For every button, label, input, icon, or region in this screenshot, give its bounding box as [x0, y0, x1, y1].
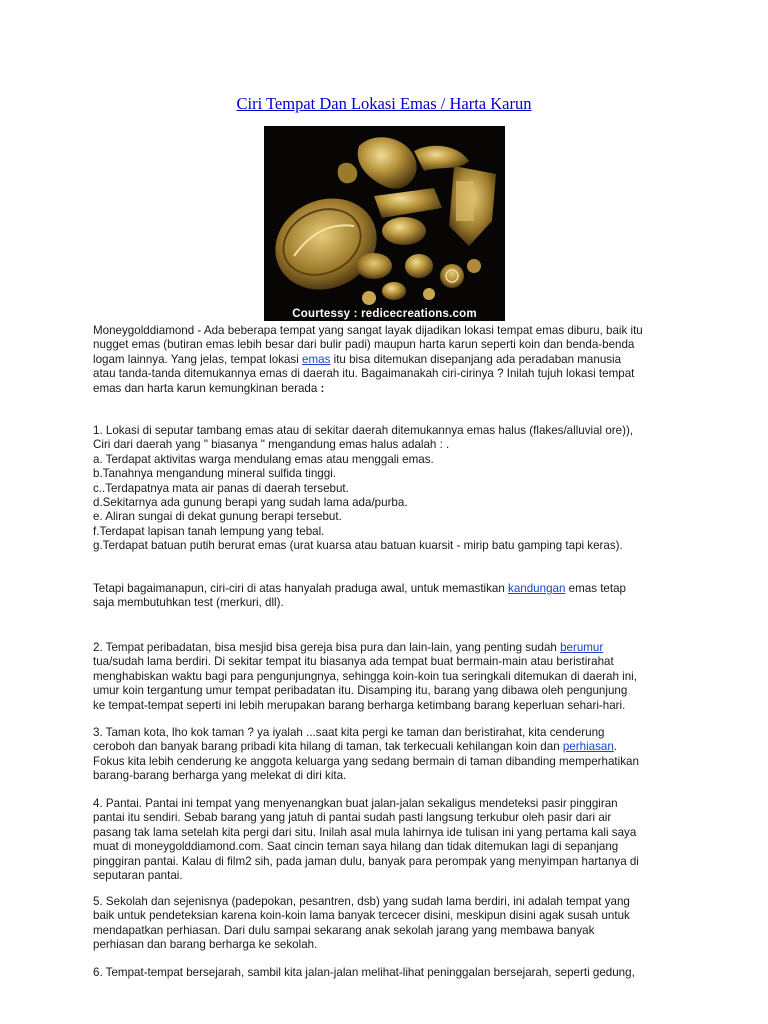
section-1-line: b.Tanahnya mengandung mineral sulfida tinggi.	[93, 467, 336, 481]
section-5-line: mendapatkan perhiasan. Dari dulu sampai sekarang anak sekolah jarang yang membawa banyak	[93, 923, 595, 937]
section-5-line: 5. Sekolah dan sejenisnya (padepokan, pesantren, dsb) yang sudah lama berdiri, ini adalah tempat yang	[93, 895, 630, 908]
section-1-line: e. Aliran sungai di dekat gunung berapi tersebut.	[93, 510, 342, 524]
section-4-line: pinggiran pantai. Kalau di film2 sih, pada jaman dulu, banyak para perompak yang menyimpan hartanya di	[93, 854, 639, 868]
section-4-line: pasang tak lama setelah kita pergi dari situ. Inilah asal mula lahirnya ide tulisan ini yang pertama kali saya	[93, 825, 637, 839]
section-4-line: muat di moneygolddiamond.com. Saat cincin teman saya hilang dan tidak ditemukan lagi di sepanjang	[93, 840, 619, 854]
gold-artifacts-illustration	[264, 126, 505, 321]
page-title	[0, 94, 768, 114]
section-4-line: 4. Pantai. Pantai ini tempat yang menyenangkan buat jalan-jalan sekaligus mendeteksi pasir pinggiran	[93, 797, 618, 810]
link-emas[interactable]: emas	[302, 352, 331, 366]
section-3-line: ceroboh dan banyak barang pribadi kita hilang di taman, tak terkecuali kehilangan koin dan perhiasan.	[93, 740, 618, 754]
section-6-line: 6. Tempat-tempat bersejarah, sambil kita jalan-jalan melihat-lihat peninggalan bersejarah, seperti gedung,	[93, 966, 635, 979]
intro-line: Moneygolddiamond - Ada beberapa tempat yang sangat layak dijadikan lokasi tempat emas diburu, baik itu	[93, 324, 643, 337]
intro-line: nugget emas (butiran emas lebih besar dari bulir padi) maupun harta karun seperti koin dan benda-benda	[93, 338, 635, 352]
note-line: saja membutuhkan test (merkuri, dll).	[93, 596, 284, 610]
section-2-line: ke tempat-tempat seperti ini lebih merupakan barang berharga ketimbang barang keperluan sehari-hari.	[93, 698, 626, 712]
section-2-line: menghabiskan waktu bagi para pengunjungnya, sehingga koin-koin tua seringkali ditemukan di daerah ini,	[93, 669, 637, 683]
section-1-line: f.Terdapat lapisan tanah lempung yang tebal.	[93, 524, 325, 538]
section-1-line: Ciri dari daerah yang " biasanya " mengandung emas halus adalah : .	[93, 438, 450, 452]
note-paragraph	[93, 582, 693, 611]
section-2-line: umur koin tergantung umur tempat peribadatan itu. Disamping itu, barang yang dibawa oleh pengunjung	[93, 684, 628, 698]
note-line: Tetapi bagaimanapun, ciri-ciri di atas hanyalah praduga awal, untuk memastikan kandungan emas tetap	[93, 582, 627, 595]
section-1	[93, 424, 693, 554]
section-3-line: Fokus kita lebih cenderung ke anggota keluarga yang sedang bermain di taman dibanding memperhatikan	[93, 754, 639, 768]
section-2	[93, 641, 693, 713]
section-5-line: baik untuk pendeteksian karena koin-koin lama banyak tercecer disini, meskipun disini agak susah untuk	[93, 909, 630, 923]
intro-line: atau tanda-tanda ditemukannya emas di daerah itu. Bagaimanakah ciri-cirinya ? Inilah tujuh lokasi tempat	[93, 367, 635, 381]
intro-line: logam lainnya. Yang jelas, tempat lokasi emas itu bisa ditemukan disepanjang ada peradaban manusia	[93, 352, 622, 366]
section-1-line: g.Terdapat batuan putih berurat emas (urat kuarsa atau batuan kuarsit - mirip batu gamping tapi keras).	[93, 539, 623, 553]
section-3-line: 3. Taman kota, lho kok taman ? ya iyalah ...saat kita pergi ke taman dan beristirahat, kita cenderung	[93, 726, 605, 739]
link-berumur[interactable]: berumur	[560, 641, 604, 654]
section-6	[93, 966, 693, 980]
section-1-line: d.Sekitarnya ada gunung berapi yang sudah lama ada/purba.	[93, 496, 408, 510]
section-5	[93, 895, 693, 953]
section-4-line: pantai itu sendiri. Sebab barang yang jatuh di pantai sudah pasti langsung terkubur oleh pasir dari air	[93, 811, 612, 825]
section-4	[93, 797, 693, 883]
section-4-line: seputaran pantai.	[93, 869, 183, 883]
section-5-line: perhiasan dan barang berharga ke sekolah.	[93, 938, 318, 952]
section-2-line: tua/sudah lama berdiri. Di sekitar tempat itu biasanya ada tempat buat bermain-main atau beristirahat	[93, 655, 614, 669]
intro-line: emas dan harta karun kemungkinan berada :	[93, 381, 325, 395]
section-3	[93, 726, 693, 784]
section-1-line: c..Terdapatnya mata air panas di daerah tersebut.	[93, 481, 349, 495]
intro-paragraph	[93, 324, 693, 396]
image-credit: Courtessy : redicecreations.com	[292, 308, 477, 320]
section-1-line: 1. Lokasi di seputar tambang emas atau di sekitar daerah ditemukannya emas halus (flakes/alluvial ore)),	[93, 424, 634, 437]
section-1-line: a. Terdapat aktivitas warga mendulang emas atau menggali emas.	[93, 452, 434, 466]
link-perhiasan[interactable]: perhiasan	[562, 740, 614, 754]
link-kandungan[interactable]: kandungan	[508, 582, 566, 595]
section-3-line: barang-barang berharga yang melekat di diri kita.	[93, 769, 347, 783]
gold-artifacts-photo	[264, 126, 505, 321]
title-link[interactable]: Ciri Tempat Dan Lokasi Emas / Harta Karun	[236, 94, 532, 113]
section-2-line: 2. Tempat peribadatan, bisa mesjid bisa gereja bisa pura dan lain-lain, yang penting sudah berumur	[93, 641, 604, 654]
